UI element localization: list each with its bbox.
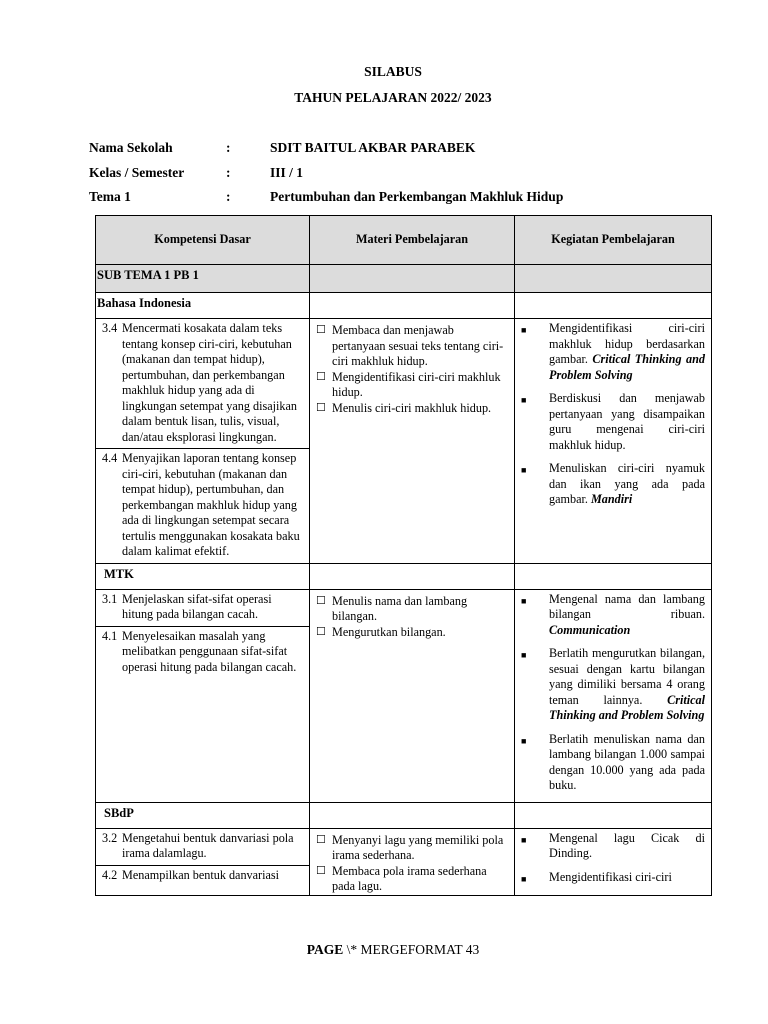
skill-tag: Critical Thinking and Problem Solving: [549, 352, 705, 382]
subject-label: Bahasa Indonesia: [96, 293, 310, 319]
meta-colon: :: [226, 189, 231, 204]
kegiatan-text: Berdiskusi dan menjawab pertanyaan yang disampaikan guru mengenai ciri-ciri makhluk hidup.: [549, 391, 705, 452]
materi-text: Mengidentifikasi ciri-ciri makhluk hidup.: [332, 369, 501, 399]
materi-text: Menulis ciri-ciri makhluk hidup.: [332, 400, 492, 415]
kegiatan-item: [521, 461, 705, 508]
kd-number: 3.1: [102, 591, 118, 606]
empty-checkbox-icon: ☐: [316, 625, 326, 638]
materi-text: Membaca dan menjawab pertanyaan sesuai teks tentang ciri-ciri makhluk hidup.: [332, 323, 504, 368]
kd-number: 4.2: [102, 867, 118, 882]
skill-tag: Communication: [549, 622, 631, 637]
empty-checkbox-icon: ☐: [316, 833, 326, 846]
subtema-label: SUB TEMA 1 PB 1: [96, 265, 310, 293]
content-row-sbdp: [96, 828, 712, 896]
kd-item: [96, 590, 309, 626]
kegiatan-text: Mengenal lagu Cicak di Dinding.: [549, 830, 705, 860]
kegiatan-item: [521, 592, 705, 639]
materi-item: [316, 833, 510, 864]
empty-cell: [310, 293, 515, 319]
kegiatan-text: Mengenal nama dan lambang bilangan ribuan.: [549, 591, 705, 621]
square-bullet-icon: ■: [521, 395, 527, 405]
meta-class: [89, 165, 710, 181]
subject-label: SBdP: [96, 802, 310, 828]
meta-colon: :: [226, 165, 231, 180]
page-field-code: \* MERGEFORMAT 43: [346, 942, 480, 957]
meta-label: Tema 1: [89, 189, 131, 204]
empty-cell: [310, 563, 515, 589]
kegiatan-cell: [515, 828, 712, 896]
materi-item: [316, 594, 510, 625]
square-bullet-icon: ■: [521, 650, 527, 660]
square-bullet-icon: ■: [521, 595, 527, 606]
kd-number: 4.1: [102, 628, 118, 643]
content-row-mtk: [96, 589, 712, 802]
page-footer: [0, 942, 768, 958]
empty-cell: [310, 802, 515, 828]
table-header-row: [96, 216, 712, 265]
kd-item: [96, 319, 309, 448]
square-bullet-icon: ■: [521, 465, 527, 475]
kd-text: Mencermati kosakata dalam teks tentang konsep ciri-ciri, kebutuhan (makanan dan tempat hidup), pertumbuhan, dan perkembangan makhluk hidup yang ada di lingkungan setempat yang disajikan dalam bentuk lisan, tulis, visual, dan/atau eksplorasi lingkungan.: [122, 321, 297, 444]
kegiatan-text: Berlatih mengurutkan bilangan, sesuai dengan kartu bilangan yang dimiliki bersama 4 orang teman lainnya.: [549, 646, 705, 707]
empty-cell: [515, 563, 712, 589]
materi-text: Menulis nama dan lambang bilangan.: [332, 593, 468, 623]
empty-cell: [515, 265, 712, 293]
kegiatan-item: [521, 831, 705, 862]
materi-text: Membaca pola irama sederhana pada lagu.: [332, 863, 487, 893]
subject-row-mtk: [96, 563, 712, 589]
kegiatan-item: [521, 732, 705, 794]
kd-item: [96, 448, 309, 563]
kegiatan-item: [521, 321, 705, 383]
square-bullet-icon: ■: [521, 873, 527, 884]
subject-label: MTK: [96, 563, 310, 589]
kd-item: [96, 829, 309, 865]
kd-number: 4.4: [102, 451, 118, 465]
empty-checkbox-icon: ☐: [316, 370, 326, 383]
empty-checkbox-icon: ☐: [316, 324, 326, 336]
materi-cell: [310, 589, 515, 802]
syllabus-table: [95, 215, 712, 896]
kd-number: 3.2: [102, 830, 118, 845]
meta-theme: [89, 189, 710, 205]
kegiatan-cell: [515, 319, 712, 564]
kd-number: 3.4: [102, 321, 118, 335]
kompetensi-cell: [96, 828, 310, 896]
subject-row-sbdp: [96, 802, 712, 828]
materi-item: [316, 864, 510, 895]
column-header-materi: Materi Pembelajaran: [310, 216, 515, 265]
meta-label: Nama Sekolah: [89, 140, 173, 155]
materi-cell: [310, 319, 515, 564]
kegiatan-text: Mengidentifikasi ciri-ciri: [549, 869, 672, 884]
subtema-row: [96, 265, 712, 293]
meta-colon: :: [226, 140, 231, 155]
kegiatan-cell: [515, 589, 712, 802]
empty-checkbox-icon: ☐: [316, 594, 326, 607]
square-bullet-icon: ■: [521, 735, 527, 746]
subject-row-bahasa-indonesia: [96, 293, 712, 319]
kd-text: Mengetahui bentuk danvariasi pola irama dalamlagu.: [122, 830, 294, 860]
content-row-bahasa-indonesia: [96, 319, 712, 564]
kd-item: [96, 626, 309, 679]
kd-text: Menyelesaikan masalah yang melibatkan penggunaan sifat-sifat operasi hitung pada bilangan cacah.: [122, 628, 297, 674]
kd-text: Menyajikan laporan tentang konsep ciri-ciri, kebutuhan (makanan dan tempat hidup), pertumbuhan, dan perkembangan makhluk hidup yang ada di lingkungan setempat secara tertulis menggunakan kosakata baku dalam kalimat efektif.: [122, 451, 300, 558]
column-header-kegiatan: Kegiatan Pembelajaran: [515, 216, 712, 265]
empty-checkbox-icon: ☐: [316, 864, 326, 877]
meta-value: Pertumbuhan dan Perkembangan Makhluk Hidup: [270, 189, 564, 204]
kompetensi-cell: [96, 589, 310, 802]
meta-label: Kelas / Semester: [89, 165, 185, 180]
square-bullet-icon: ■: [521, 834, 527, 845]
kegiatan-item: [521, 391, 705, 453]
kd-text: Menjelaskan sifat-sifat operasi hitung pada bilangan cacah.: [122, 591, 272, 621]
kegiatan-text: Menuliskan ciri-ciri nyamuk dan ikan yang ada pada gambar.: [549, 461, 705, 506]
column-header-kompetensi: Kompetensi Dasar: [96, 216, 310, 265]
kegiatan-text: Mengidentifikasi ciri-ciri makhluk hidup berdasarkan gambar.: [549, 321, 705, 366]
skill-tag: Critical Thinking and Problem Solving: [549, 692, 705, 722]
meta-school: [89, 140, 710, 156]
materi-item: [316, 323, 510, 370]
academic-year: TAHUN PELAJARAN 2022/ 2023: [294, 90, 492, 105]
empty-cell: [515, 293, 712, 319]
document-title: SILABUS: [364, 64, 422, 79]
meta-value: SDIT BAITUL AKBAR PARABEK: [270, 140, 476, 155]
materi-item: [316, 401, 510, 417]
materi-cell: [310, 828, 515, 896]
kegiatan-text: Berlatih menuliskan nama dan lambang bilangan 1.000 sampai dengan 10.000 yang ada pada buku.: [549, 731, 705, 792]
meta-value: III / 1: [270, 165, 304, 180]
kd-text: Menampilkan bentuk danvariasi: [122, 867, 280, 882]
square-bullet-icon: ■: [521, 325, 527, 335]
empty-cell: [310, 265, 515, 293]
skill-tag: Mandiri: [590, 492, 633, 506]
materi-text: Mengurutkan bilangan.: [332, 624, 446, 639]
kegiatan-item: [521, 870, 705, 888]
kompetensi-cell: [96, 319, 310, 564]
empty-cell: [515, 802, 712, 828]
page-label: PAGE: [306, 942, 344, 957]
empty-checkbox-icon: ☐: [316, 401, 326, 414]
kd-item: [96, 865, 309, 887]
kegiatan-item: [521, 646, 705, 724]
materi-text: Menyanyi lagu yang memiliki pola irama sederhana.: [332, 832, 504, 862]
materi-item: [316, 370, 510, 401]
materi-item: [316, 625, 510, 641]
